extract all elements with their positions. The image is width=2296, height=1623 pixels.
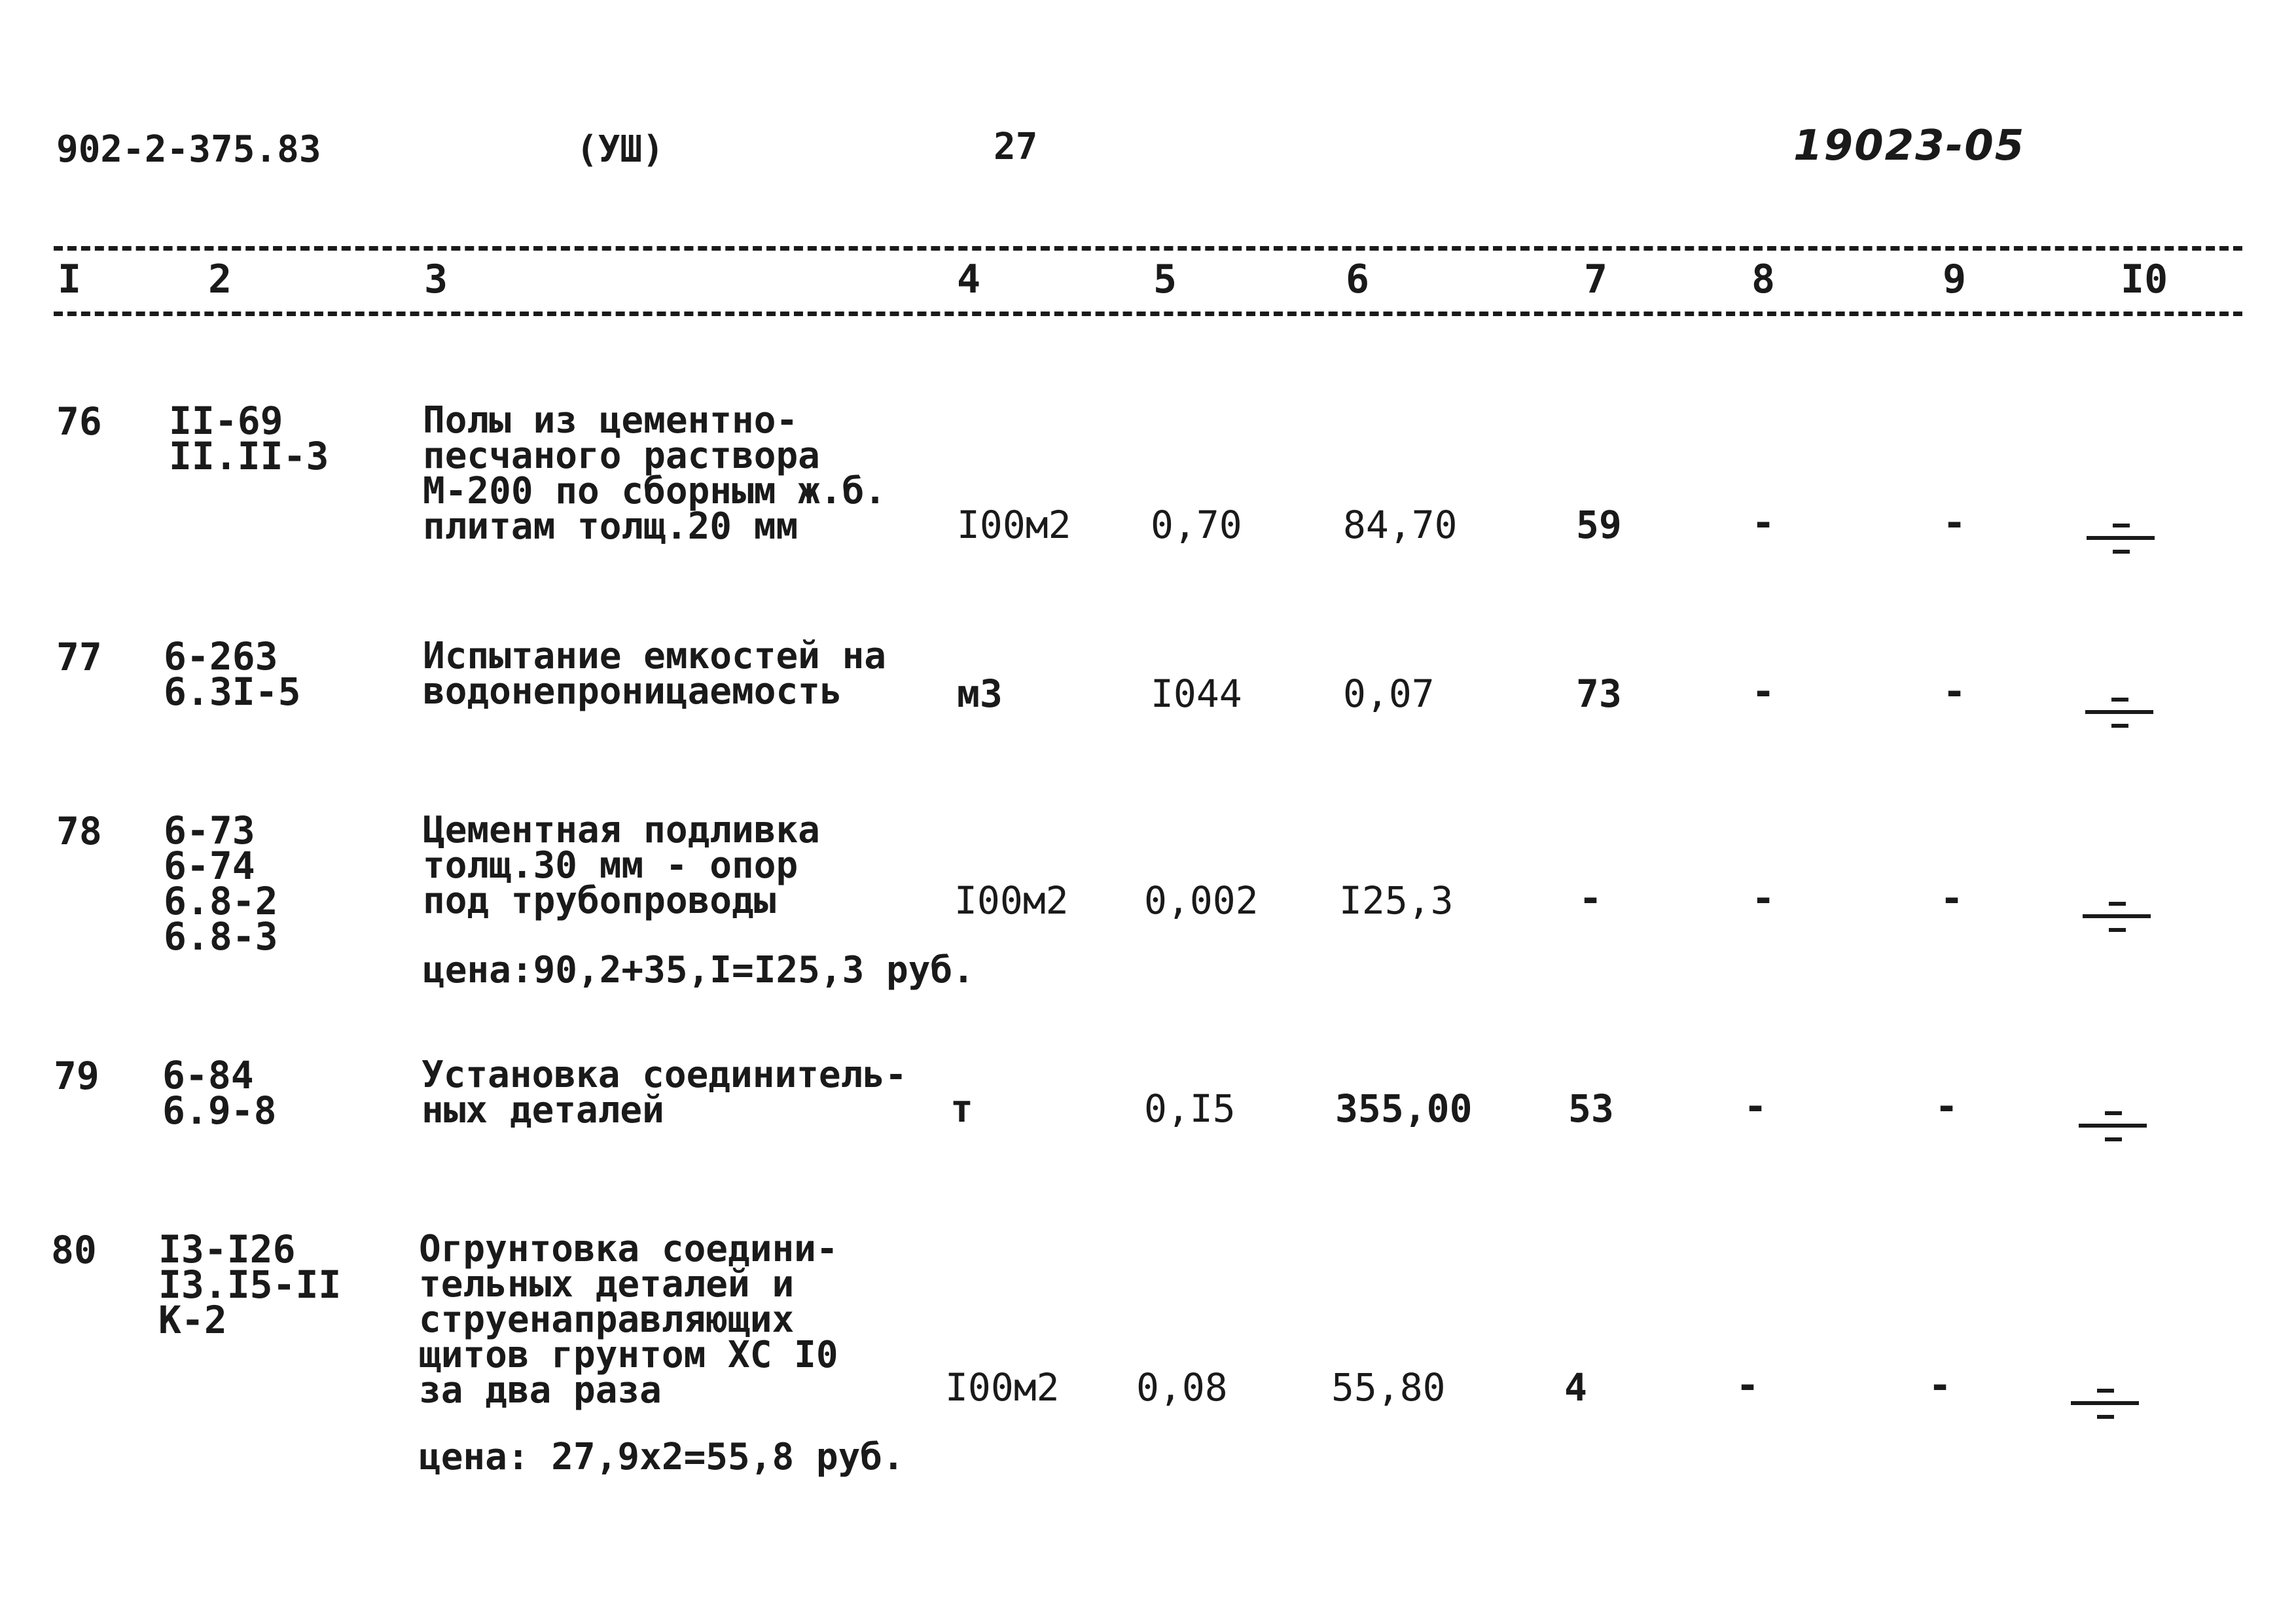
quantity: 0,I5: [1144, 1086, 1236, 1131]
division-sign-icon: [2087, 518, 2155, 558]
quantity: 0,70: [1151, 503, 1242, 547]
column-8-value: -: [1751, 500, 1776, 546]
column-header-9: 9: [1943, 257, 1967, 302]
column-8-value: -: [1736, 1363, 1760, 1408]
norm-codes: 6-84 6.9-8: [162, 1053, 277, 1133]
row-number: 78: [56, 809, 102, 853]
quantity: 0,002: [1144, 878, 1259, 923]
column-header-7: 7: [1584, 257, 1608, 302]
division-sign-icon: [2083, 897, 2151, 936]
column-header-2: 2: [208, 257, 232, 302]
row-number: 77: [56, 635, 102, 679]
column-7-value: -: [1579, 876, 1603, 921]
unit-price: 55,80: [1331, 1365, 1446, 1410]
unit: I00м2: [945, 1365, 1060, 1410]
header-bottom-rule: [54, 312, 2242, 316]
unit: I00м2: [954, 878, 1069, 923]
header-top-rule: [54, 246, 2242, 251]
column-7-value: 4: [1564, 1365, 1587, 1410]
quantity: I044: [1151, 671, 1242, 716]
column-header-8: 8: [1751, 257, 1776, 302]
column-7-value: 59: [1576, 503, 1622, 547]
column-header-1: I: [58, 257, 82, 302]
unit-price: I25,3: [1339, 878, 1454, 923]
quantity: 0,08: [1136, 1365, 1228, 1410]
column-9-value: -: [1935, 1084, 1959, 1130]
norm-codes: II-69 II.II-3: [169, 399, 329, 478]
document-code: 902-2-375.83: [56, 128, 321, 171]
column-9-value: -: [1943, 669, 1967, 715]
column-header-5: 5: [1153, 257, 1177, 302]
division-sign-icon: [2079, 1106, 2147, 1145]
column-9-value: -: [1943, 500, 1967, 546]
column-8-value: -: [1751, 669, 1776, 715]
price-note: цена:90,2+35,I=I25,3 руб.: [423, 949, 975, 991]
work-description: Полы из цементно- песчаного раствора М-200 по сборным ж.б. плитам толщ.20 мм: [423, 399, 887, 548]
row-number: 80: [51, 1228, 97, 1272]
unit: м3: [957, 671, 1003, 716]
column-header-6: 6: [1346, 257, 1370, 302]
unit-price: 84,70: [1343, 503, 1458, 547]
work-description: Установка соединитель- ных деталей: [422, 1054, 907, 1132]
section-label: (УШ): [576, 128, 664, 171]
column-9-value: -: [1940, 876, 1964, 921]
unit-price: 355,00: [1335, 1086, 1473, 1131]
unit: I00м2: [957, 503, 1071, 547]
column-8-value: -: [1744, 1084, 1768, 1130]
price-note: цена: 27,9х2=55,8 руб.: [419, 1436, 905, 1478]
division-sign-icon: [2071, 1383, 2139, 1423]
column-header-3: 3: [424, 257, 448, 302]
column-9-value: -: [1928, 1363, 1952, 1408]
handwritten-code: 19023-05: [1793, 122, 2026, 170]
unit-price: 0,07: [1343, 671, 1435, 716]
row-number: 76: [56, 399, 102, 444]
work-description: Испытание емкостей на водонепроницаемость: [423, 635, 887, 713]
column-7-value: 53: [1568, 1086, 1614, 1131]
norm-codes: 6-73 6-74 6.8-2 6.8-3: [164, 808, 278, 959]
unit: т: [950, 1086, 973, 1131]
row-number: 79: [54, 1054, 99, 1098]
division-sign-icon: [2085, 692, 2153, 732]
column-header-10: I0: [2121, 257, 2168, 302]
page-number: 27: [994, 126, 1038, 168]
work-description: Огрунтовка соедини- тельных деталей и струенаправляющих щитов грунтом ХС I0 за два раза: [419, 1228, 838, 1412]
column-7-value: 73: [1576, 671, 1622, 716]
norm-codes: I3-I26 I3.I5-II К-2: [158, 1227, 342, 1342]
column-8-value: -: [1751, 876, 1776, 921]
column-header-4: 4: [957, 257, 981, 302]
work-description: Цементная подливка толщ.30 мм - опор под трубопроводы: [423, 809, 820, 922]
norm-codes: 6-263 6.3I-5: [164, 634, 301, 714]
